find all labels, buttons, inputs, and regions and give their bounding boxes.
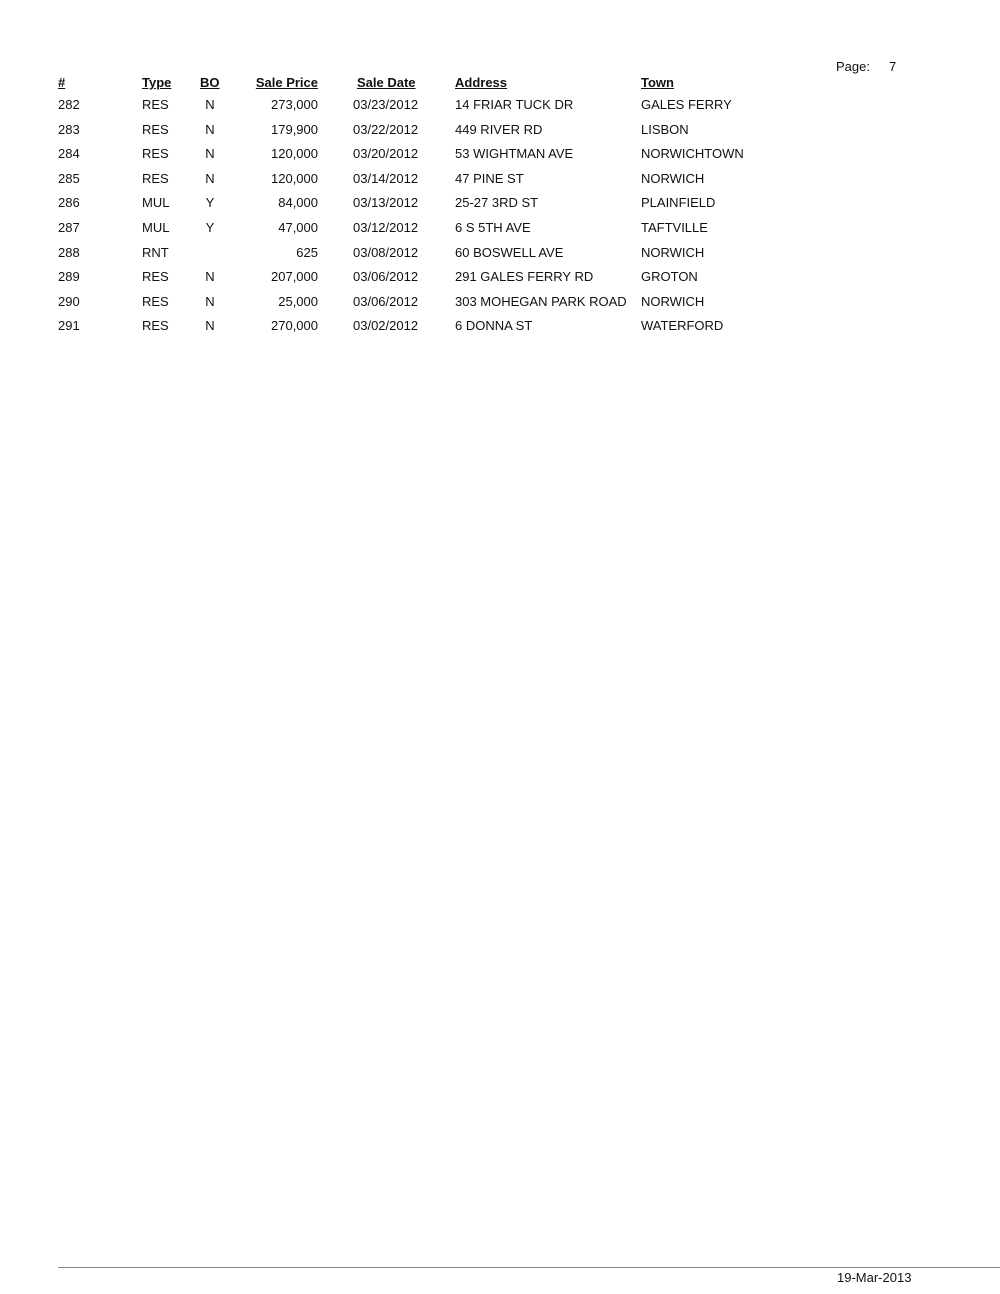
table-row <box>0 294 1000 319</box>
cell-type: RNT <box>142 244 169 260</box>
cell-address: 449 RIVER RD <box>455 121 543 137</box>
cell-bo: N <box>205 269 215 285</box>
header-number: # <box>58 75 66 90</box>
table-row <box>0 318 1000 343</box>
cell-town: NORWICHTOWN <box>641 146 744 162</box>
cell-sale-date: 03/14/2012 <box>353 170 419 186</box>
table-header-row <box>0 75 1000 97</box>
page-label: Page: <box>836 59 870 74</box>
cell-bo: Y <box>205 219 215 235</box>
cell-number: 282 <box>58 97 80 112</box>
table-row <box>0 269 1000 294</box>
header-address: Address <box>455 75 508 90</box>
cell-number: 291 <box>58 318 80 334</box>
cell-town: WATERFORD <box>641 318 724 334</box>
cell-address: 47 PINE ST <box>455 170 524 186</box>
table-row <box>0 171 1000 196</box>
table-row <box>0 245 1000 270</box>
cell-town: PLAINFIELD <box>641 195 716 211</box>
cell-town: GALES FERRY <box>641 97 732 112</box>
cell-town: LISBON <box>641 121 689 137</box>
page-number: 7 <box>889 59 897 74</box>
cell-number: 285 <box>58 170 80 186</box>
cell-type: RES <box>142 269 169 285</box>
cell-type: MUL <box>142 219 170 235</box>
cell-type: RES <box>142 146 169 162</box>
cell-address: 6 DONNA ST <box>455 318 533 334</box>
cell-address: 60 BOSWELL AVE <box>455 244 564 260</box>
cell-address: 25-27 3RD ST <box>455 195 539 211</box>
cell-bo: N <box>205 97 215 112</box>
cell-number: 288 <box>58 244 80 260</box>
footer-date: 19-Mar-2013 <box>837 1270 912 1285</box>
cell-sale-date: 03/23/2012 <box>353 97 419 112</box>
cell-number: 283 <box>58 121 80 137</box>
cell-town: NORWICH <box>641 244 705 260</box>
header-sale-price: Sale Price <box>255 75 318 90</box>
sales-table <box>0 75 1000 343</box>
cell-bo: N <box>205 318 215 334</box>
cell-sale-price: 84,000 <box>278 195 318 211</box>
cell-sale-date: 03/08/2012 <box>353 244 419 260</box>
header-sale-date: Sale Date <box>357 75 416 90</box>
cell-type: MUL <box>142 195 170 211</box>
cell-sale-date: 03/20/2012 <box>353 146 419 162</box>
cell-sale-price: 47,000 <box>278 219 318 235</box>
cell-address: 53 WIGHTMAN AVE <box>455 146 574 162</box>
cell-sale-date: 03/02/2012 <box>353 318 419 334</box>
cell-sale-price: 120,000 <box>271 170 318 186</box>
cell-sale-price: 270,000 <box>271 318 318 334</box>
cell-number: 287 <box>58 219 80 235</box>
cell-bo: N <box>205 121 215 137</box>
cell-town: NORWICH <box>641 170 705 186</box>
cell-sale-price: 25,000 <box>278 293 318 309</box>
cell-town: NORWICH <box>641 293 705 309</box>
cell-bo: Y <box>205 195 215 211</box>
cell-type: RES <box>142 170 169 186</box>
cell-bo: N <box>205 293 215 309</box>
cell-type: RES <box>142 121 169 137</box>
table-row <box>0 220 1000 245</box>
footer-divider <box>58 1267 1000 1268</box>
cell-sale-price: 207,000 <box>271 269 318 285</box>
header-bo: BO <box>200 75 220 90</box>
cell-address: 303 MOHEGAN PARK ROAD <box>455 293 627 309</box>
cell-bo: N <box>205 170 215 186</box>
cell-type: RES <box>142 293 169 309</box>
cell-sale-date: 03/13/2012 <box>353 195 419 211</box>
cell-sale-price: 273,000 <box>271 97 318 112</box>
cell-town: TAFTVILLE <box>641 219 708 235</box>
cell-sale-price: 625 <box>296 244 318 260</box>
cell-number: 286 <box>58 195 80 211</box>
cell-number: 289 <box>58 269 80 285</box>
table-row <box>0 146 1000 171</box>
cell-type: RES <box>142 318 169 334</box>
header-town: Town <box>641 75 674 90</box>
cell-town: GROTON <box>641 269 698 285</box>
cell-bo: N <box>205 146 215 162</box>
cell-sale-date: 03/06/2012 <box>353 293 419 309</box>
table-row <box>0 122 1000 147</box>
cell-address: 6 S 5TH AVE <box>455 219 531 235</box>
table-row <box>0 97 1000 122</box>
table-row <box>0 195 1000 220</box>
header-type: Type <box>142 75 172 90</box>
cell-address: 291 GALES FERRY RD <box>455 269 594 285</box>
cell-sale-price: 179,900 <box>271 121 318 137</box>
cell-type: RES <box>142 97 169 112</box>
cell-sale-date: 03/12/2012 <box>353 219 419 235</box>
cell-sale-price: 120,000 <box>271 146 318 162</box>
cell-address: 14 FRIAR TUCK DR <box>455 97 574 112</box>
cell-sale-date: 03/06/2012 <box>353 269 419 285</box>
table-body <box>0 97 1000 343</box>
cell-number: 284 <box>58 146 80 162</box>
cell-sale-date: 03/22/2012 <box>353 121 419 137</box>
cell-number: 290 <box>58 293 80 309</box>
